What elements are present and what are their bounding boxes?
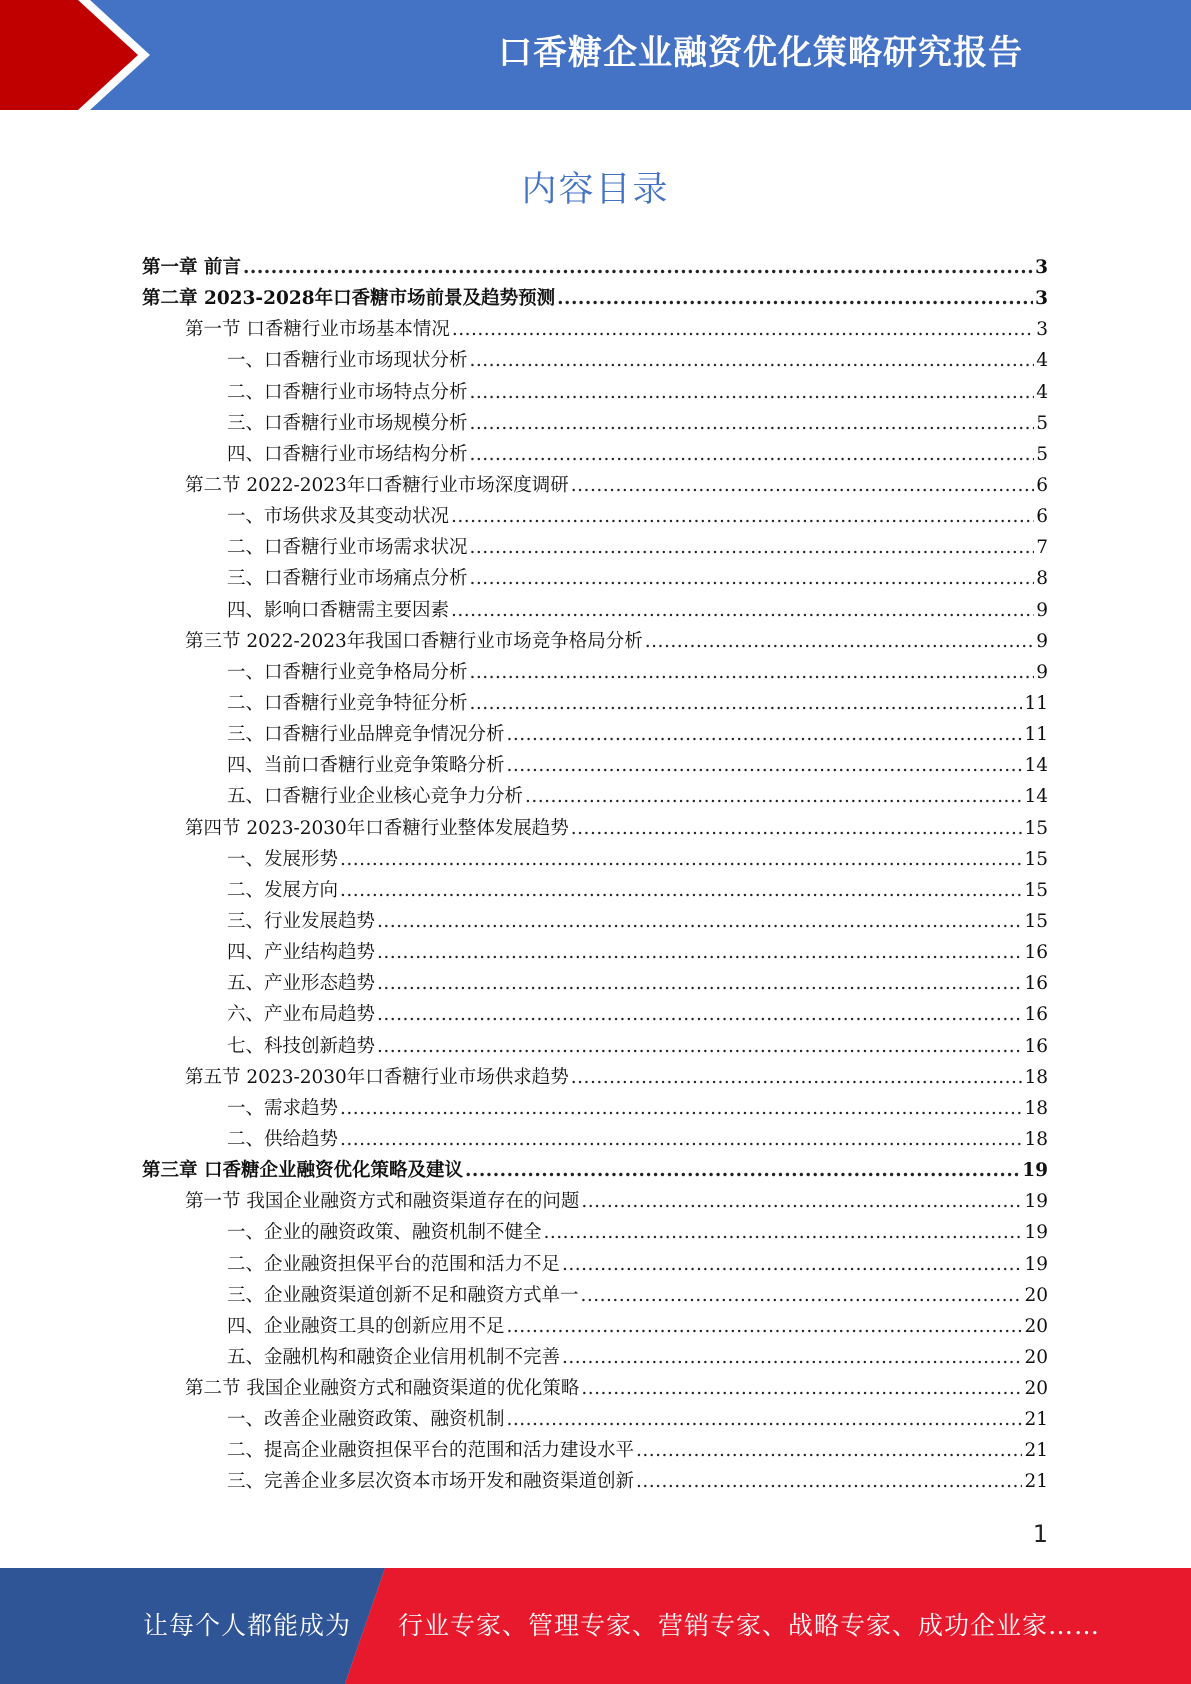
toc-entry-page: 5 [1036,412,1048,434]
toc-entry-page: 9 [1036,661,1048,683]
toc-dot-leader [571,818,1023,839]
toc-entry-title: 一、口香糖行业市场现状分析 [227,350,468,372]
toc-entry-page: 18 [1024,1128,1048,1150]
toc-dot-leader [470,350,1035,371]
toc-entry[interactable] [142,409,1048,440]
toc-entry[interactable] [142,471,1048,502]
toc-entry-page: 16 [1024,1004,1048,1026]
toc-dot-leader [377,1004,1022,1025]
toc-entry-title: 三、口香糖行业市场痛点分析 [227,568,468,590]
toc-entry[interactable] [142,1032,1048,1063]
toc-entry-page: 21 [1024,1409,1048,1431]
toc-entry-page: 8 [1036,568,1048,590]
toc-entry-title: 五、金融机构和融资企业信用机制不完善 [227,1346,561,1368]
toc-entry-title: 五、产业形态趋势 [227,973,376,995]
toc-entry-page: 16 [1024,973,1048,995]
toc-entry-title: 三、行业发展趋势 [227,910,376,932]
toc-entry-page: 21 [1024,1471,1048,1493]
toc-entry-title: 一、企业的融资政策、融资机制不健全 [227,1222,542,1244]
toc-entry-title: 三、口香糖行业品牌竞争情况分析 [227,724,505,746]
toc-dot-leader [562,1254,1022,1275]
toc-entry-title: 三、企业融资渠道创新不足和融资方式单一 [227,1284,579,1306]
toc-dot-leader [581,1191,1022,1212]
toc-dot-leader [340,1098,1022,1119]
toc-dot-leader [470,693,1023,714]
toc-entry[interactable] [142,782,1048,813]
toc-entry[interactable] [142,1000,1048,1031]
toc-entry[interactable] [142,1405,1048,1436]
toc-entry-title: 第三节 2022-2023年我国口香糖行业市场竞争格局分析 [185,630,643,652]
toc-entry[interactable] [142,1218,1048,1249]
toc-entry-title: 三、口香糖行业市场规模分析 [227,412,468,434]
toc-dot-leader [340,849,1022,870]
toc-dot-leader [636,1471,1022,1492]
toc-entry[interactable] [142,1187,1048,1218]
toc-entry[interactable] [142,938,1048,969]
toc-entry[interactable] [142,1094,1048,1125]
toc-entry-page: 15 [1024,879,1048,901]
toc-entry[interactable] [142,969,1048,1000]
page-number: 1 [1032,1520,1048,1548]
toc-entry-title: 一、需求趋势 [227,1097,339,1119]
toc-entry-title: 第三章 口香糖企业融资优化策略及建议 [142,1160,463,1182]
toc-dot-leader [636,1440,1022,1461]
toc-entry-title: 七、科技创新趋势 [227,1035,376,1057]
toc-entry-page: 3 [1036,319,1048,341]
table-of-contents [142,253,1048,1499]
toc-entry[interactable] [142,1436,1048,1467]
toc-dot-leader [470,537,1035,558]
toc-entry[interactable] [142,1467,1048,1498]
toc-entry-title: 三、完善企业多层次资本市场开发和融资渠道创新 [227,1471,635,1493]
toc-entry[interactable] [142,658,1048,689]
toc-entry-page: 15 [1024,817,1048,839]
toc-entry[interactable] [142,1156,1048,1187]
toc-entry[interactable] [142,814,1048,845]
toc-entry-page: 14 [1024,755,1048,777]
toc-entry-page: 15 [1024,848,1048,870]
toc-dot-leader [377,942,1022,963]
toc-entry-page: 6 [1036,474,1048,496]
toc-entry[interactable] [142,876,1048,907]
toc-entry-title: 第五节 2023-2030年口香糖行业市场供求趋势 [185,1066,569,1088]
toc-dot-leader [377,911,1022,932]
toc-entry-page: 19 [1024,1222,1048,1244]
toc-entry-title: 二、口香糖行业竞争特征分析 [227,692,468,714]
toc-entry-page: 19 [1024,1191,1048,1213]
toc-entry-title: 一、口香糖行业竞争格局分析 [227,661,468,683]
toc-entry-page: 18 [1024,1066,1048,1088]
toc-entry-title: 第二节 2022-2023年口香糖行业市场深度调研 [185,474,569,496]
toc-entry-page: 6 [1036,506,1048,528]
toc-entry-page: 20 [1024,1315,1048,1337]
toc-entry-title: 一、发展形势 [227,848,339,870]
toc-entry[interactable] [142,1250,1048,1281]
chevron-arrow-icon [0,0,160,110]
toc-dot-leader [340,880,1022,901]
footer-band [0,1568,1191,1684]
toc-dot-leader [470,662,1035,683]
toc-dot-leader [470,444,1035,465]
toc-entry-page: 4 [1036,350,1048,372]
toc-dot-leader [452,319,1034,340]
toc-entry-page: 21 [1024,1440,1048,1462]
toc-entry-page: 9 [1036,630,1048,652]
toc-dot-leader [581,1285,1023,1306]
toc-entry[interactable] [142,378,1048,409]
toc-dot-leader [557,288,1033,309]
toc-entry-title: 二、口香糖行业市场需求状况 [227,537,468,559]
toc-entry-title: 第一章 前言 [142,257,241,278]
toc-entry-page: 3 [1035,288,1048,310]
toc-entry-title: 四、口香糖行业市场结构分析 [227,443,468,465]
toc-entry[interactable] [142,751,1048,782]
toc-entry[interactable] [142,284,1048,315]
report-title: 口香糖企业融资优化策略研究报告 [498,33,1023,73]
toc-entry[interactable] [142,689,1048,720]
toc-entry[interactable] [142,720,1048,751]
toc-entry-title: 四、影响口香糖需主要因素 [227,599,450,621]
toc-entry-title: 二、口香糖行业市场特点分析 [227,381,468,403]
toc-entry-page: 20 [1024,1284,1048,1306]
toc-heading: 内容目录 [521,170,670,210]
toc-dot-leader [525,786,1022,807]
toc-dot-leader [470,382,1035,403]
toc-entry-page: 20 [1024,1378,1048,1400]
toc-entry-page: 11 [1024,692,1048,714]
toc-entry[interactable] [142,564,1048,595]
toc-entry-title: 二、供给趋势 [227,1128,339,1150]
toc-entry-title: 五、口香糖行业企业核心竞争力分析 [227,786,524,808]
toc-entry-page: 18 [1024,1097,1048,1119]
toc-dot-leader [451,506,1034,527]
toc-entry-page: 14 [1024,786,1048,808]
toc-entry-page: 9 [1036,599,1048,621]
toc-dot-leader [243,257,1033,278]
toc-entry-title: 第二节 我国企业融资方式和融资渠道的优化策略 [185,1378,580,1400]
toc-dot-leader [507,755,1023,776]
toc-entry-title: 二、企业融资担保平台的范围和活力不足 [227,1253,561,1275]
toc-entry[interactable] [142,1343,1048,1374]
toc-dot-leader [507,1316,1023,1337]
toc-dot-leader [451,600,1034,621]
toc-entry[interactable] [142,533,1048,564]
toc-entry-title: 第二章 2023-2028年口香糖市场前景及趋势预测 [142,288,556,310]
toc-dot-leader [581,1378,1022,1399]
toc-dot-leader [340,1129,1022,1150]
toc-dot-leader [645,631,1034,652]
footer-slogan-right: 行业专家、管理专家、营销专家、战略专家、成功企业家…… [398,1611,1101,1640]
toc-dot-leader [507,1409,1023,1430]
toc-entry-page: 7 [1036,537,1048,559]
toc-entry-title: 四、当前口香糖行业竞争策略分析 [227,755,505,777]
footer-slogan-left: 让每个人都能成为 [143,1611,352,1640]
toc-entry[interactable] [142,315,1048,346]
toc-entry-page: 4 [1036,381,1048,403]
toc-dot-leader [507,724,1023,745]
toc-entry[interactable] [142,1374,1048,1405]
toc-entry[interactable] [142,346,1048,377]
toc-entry[interactable] [142,1063,1048,1094]
toc-dot-leader [571,475,1034,496]
toc-dot-leader [377,1036,1022,1057]
toc-dot-leader [377,973,1022,994]
toc-entry[interactable] [142,1125,1048,1156]
toc-dot-leader [470,568,1035,589]
toc-entry[interactable] [142,1312,1048,1343]
toc-entry-page: 3 [1035,257,1048,278]
toc-dot-leader [562,1347,1022,1368]
header-band [0,0,1191,110]
toc-entry[interactable] [142,253,1048,284]
toc-entry-page: 20 [1024,1346,1048,1368]
toc-entry-title: 六、产业布局趋势 [227,1004,376,1026]
toc-dot-leader [544,1222,1023,1243]
toc-entry-title: 一、改善企业融资政策、融资机制 [227,1409,505,1431]
toc-entry-page: 19 [1024,1253,1048,1275]
toc-entry-title: 二、提高企业融资担保平台的范围和活力建设水平 [227,1440,635,1462]
toc-entry-page: 19 [1022,1160,1048,1182]
toc-entry-title: 第一节 我国企业融资方式和融资渠道存在的问题 [185,1191,580,1213]
toc-entry[interactable] [142,627,1048,658]
toc-entry-title: 第四节 2023-2030年口香糖行业整体发展趋势 [185,817,569,839]
toc-entry-title: 一、市场供求及其变动状况 [227,506,450,528]
toc-entry-page: 16 [1024,942,1048,964]
toc-entry-page: 11 [1024,724,1048,746]
toc-entry-title: 四、企业融资工具的创新应用不足 [227,1315,505,1337]
toc-entry[interactable] [142,907,1048,938]
toc-entry-page: 16 [1024,1035,1048,1057]
toc-dot-leader [465,1160,1020,1181]
toc-entry[interactable] [142,845,1048,876]
toc-entry-title: 四、产业结构趋势 [227,942,376,964]
toc-entry-page: 15 [1024,910,1048,932]
toc-entry[interactable] [142,1281,1048,1312]
toc-entry-page: 5 [1036,443,1048,465]
toc-entry-title: 二、发展方向 [227,879,339,901]
toc-entry-title: 第一节 口香糖行业市场基本情况 [185,319,450,341]
toc-dot-leader [470,413,1035,434]
toc-entry[interactable] [142,596,1048,627]
toc-entry[interactable] [142,440,1048,471]
toc-dot-leader [571,1067,1023,1088]
toc-entry[interactable] [142,502,1048,533]
